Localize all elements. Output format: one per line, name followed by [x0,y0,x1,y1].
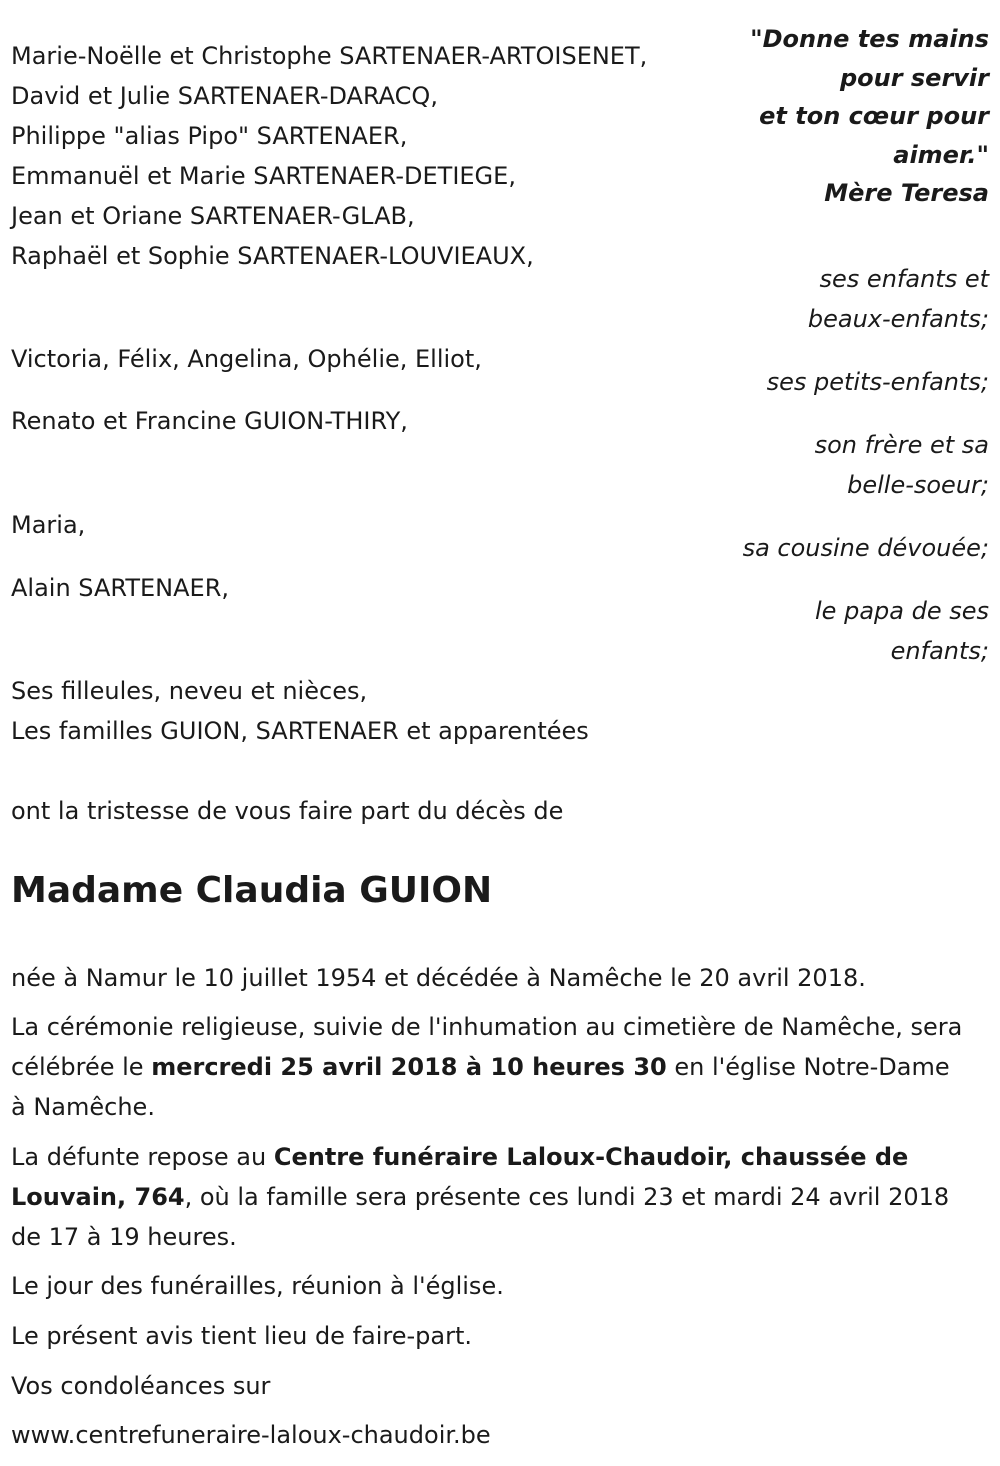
funeral-day-line: Le jour des funérailles, réunion à l'église. [11,1272,504,1300]
relation-label: belle-soeur; [847,471,989,499]
family-line: Marie-Noëlle et Christophe SARTENAER-ARTOISENET, [11,42,648,70]
relation-label: ses petits-enfants; [766,368,989,396]
birth-death-line: née à Namur le 10 juillet 1954 et décédée à Namêche le 20 avril 2018. [11,964,866,992]
ceremony-paragraph [11,1007,971,1127]
quote-line-4: aimer." [893,141,989,169]
rest-text: La défunte repose au [11,1143,274,1171]
family-line: David et Julie SARTENAER-DARACQ, [11,82,438,110]
ceremony-datetime: mercredi 25 avril 2018 à 10 heures 30 [151,1053,667,1081]
condolences-line: Vos condoléances sur [11,1372,271,1400]
quote-author: Mère Teresa [824,179,989,207]
quote-line-1: "Donne tes mains [750,25,989,53]
family-line: Philippe "alias Pipo" SARTENAER, [11,122,408,150]
ceremony-text: La cérémonie religieuse, suivie de l'inhumation au cimetière de Namêche, sera célébrée le [11,1013,963,1081]
funeral-center-address: Centre funéraire Laloux-Chaudoir, chaussée de Louvain, 764 [11,1143,909,1211]
family-line: Renato et Francine GUION-THIRY, [11,407,408,435]
rest-paragraph [11,1137,971,1257]
quote-line-2: pour servir [839,64,989,92]
quote-line-3: et ton cœur pour [759,102,989,130]
visiting-hours: , où la famille sera présente ces lundi 23 et mardi 24 avril 2018 de 17 à 19 heures. [11,1183,950,1251]
relation-label: le papa de ses [815,597,989,625]
relation-label: enfants; [890,637,989,665]
family-line: Maria, [11,511,86,539]
ceremony-place: en l'église Notre-Dame à Namêche. [11,1053,950,1121]
relation-label: beaux-enfants; [807,305,989,333]
family-line: Raphaël et Sophie SARTENAER-LOUVIEAUX, [11,242,534,270]
notice-line: Le présent avis tient lieu de faire-part. [11,1322,473,1350]
family-line: Jean et Oriane SARTENAER-GLAB, [11,202,415,230]
website-link[interactable]: www.centrefuneraire-laloux-chaudoir.be [11,1421,491,1449]
deceased-name: Madame Claudia GUION [11,870,493,911]
family-line: Victoria, Félix, Angelina, Ophélie, Elliot, [11,345,482,373]
family-line: Alain SARTENAER, [11,574,229,602]
relation-label: sa cousine dévouée; [742,534,989,562]
relation-label: son frère et sa [814,431,989,459]
relation-label: ses enfants et [819,265,989,293]
family-line: Ses filleules, neveu et nièces, [11,677,368,705]
family-line: Les familles GUION, SARTENAER et apparentées [11,717,589,745]
announcement-text: ont la tristesse de vous faire part du décès de [11,797,564,825]
family-line: Emmanuël et Marie SARTENAER-DETIEGE, [11,162,516,190]
